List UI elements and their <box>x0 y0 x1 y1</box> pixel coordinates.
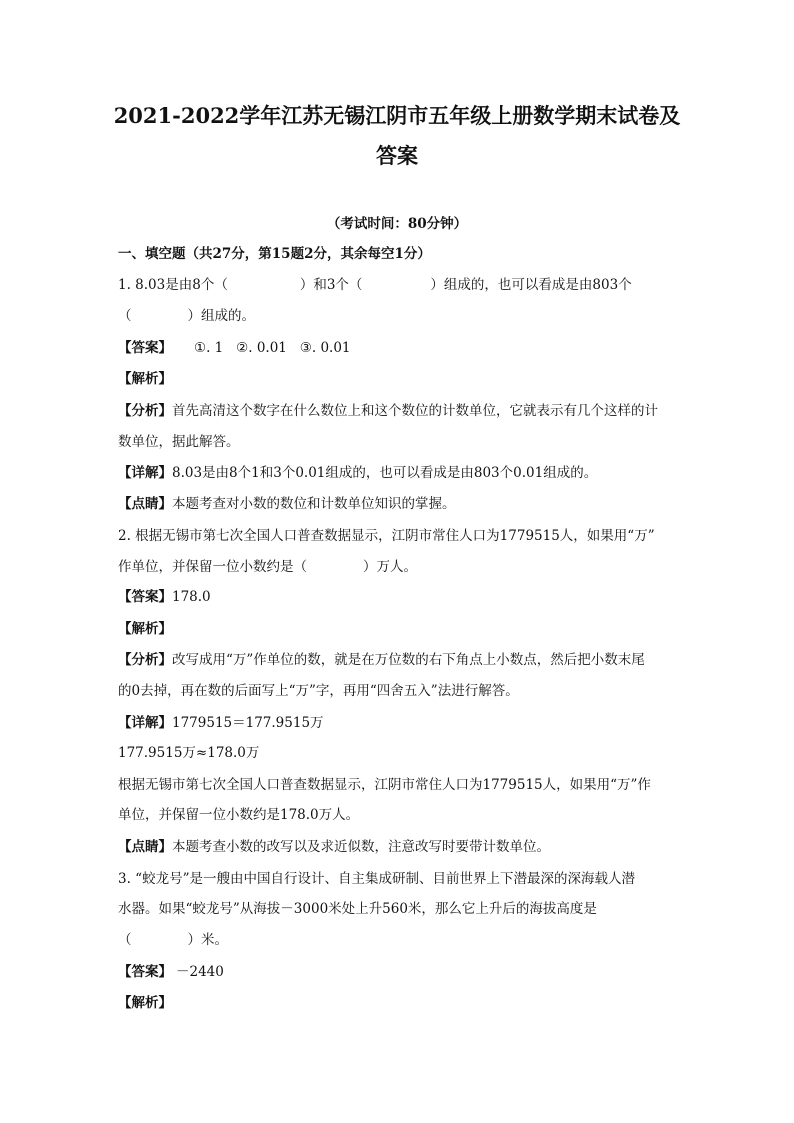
q1-comment-tag: 【点睛】 <box>118 496 172 512</box>
q1-stem-line-1 <box>118 275 684 295</box>
q1-stem-part-b: ）和3个（ <box>299 277 363 293</box>
q1-comment <box>118 494 684 514</box>
q1-stem-part-e: ）组成的。 <box>187 308 255 324</box>
q3-analysis-tag: 【解析】 <box>118 995 172 1011</box>
q2-stem-line-2 <box>118 557 684 577</box>
q3-answer <box>118 962 684 982</box>
q1-stem-part-d: （ <box>118 308 132 324</box>
q2-comment-tag: 【点睛】 <box>118 839 172 855</box>
q2-detail-text-1: 1779515＝177.9515万 <box>172 715 324 731</box>
q1-answer-tag: 【答案】 <box>118 340 172 356</box>
document-title <box>100 96 694 176</box>
title-line-1: 2021-2022学年江苏无锡江阴市五年级上册数学期末试卷及 <box>113 103 681 128</box>
q2-stem-part-c: ）万人。 <box>363 559 417 575</box>
q3-answer-tag: 【答案】 <box>118 964 172 980</box>
q1-answer-text: ①. 1 ②. 0.01 ③. 0.01 <box>194 340 351 356</box>
q2-fenxi-line-1 <box>118 650 684 670</box>
q2-answer-tag: 【答案】 <box>118 589 172 605</box>
section-heading: 一、填空题（共27分，第15题2分，其余每空1分） <box>118 246 431 262</box>
q2-detail-line-1 <box>118 713 684 733</box>
q2-detail-line-3: 根据无锡市第七次全国人口普查数据显示，江阴市常住人口为1779515人，如果用“万”作 <box>118 777 651 793</box>
q1-answer <box>118 338 684 358</box>
q2-detail-line-4: 单位，并保留一位小数约是178.0万人。 <box>118 807 360 823</box>
q3-stem-line-3 <box>118 930 684 950</box>
title-line-2: 答案 <box>376 143 418 168</box>
q2-analysis-tag: 【解析】 <box>118 621 172 637</box>
q2-comment <box>118 837 684 857</box>
q2-detail-line-2: 177.9515万≈178.0万 <box>118 745 260 761</box>
q1-fenxi-line-2: 数单位，据此解答。 <box>118 434 240 450</box>
q1-stem-line-2 <box>118 306 684 326</box>
q1-comment-text: 本题考查对小数的数位和计数单位知识的掌握。 <box>172 496 456 512</box>
q1-fenxi-line-1 <box>118 401 684 421</box>
q1-fenxi-tag: 【分析】 <box>118 403 172 419</box>
q2-detail-tag: 【详解】 <box>118 715 172 731</box>
q1-stem-part-a: 1. 8.03是由8个（ <box>118 277 228 293</box>
q1-stem-part-c: ）组成的，也可以看成是由803个 <box>430 277 632 293</box>
q1-detail-text: 8.03是由8个1和3个0.01组成的，也可以看成是由803个0.01组成的。 <box>172 465 598 481</box>
q1-fenxi-text-1: 首先高清这个数字在什么数位上和这个数位的计数单位，它就表示有几个这样的计 <box>172 403 658 419</box>
q3-stem-line-1: 3. “蛟龙号”是一艘由中国自行设计、自主集成研制、目前世界上下潜最深的深海载人潜 <box>118 871 635 887</box>
q1-detail <box>118 463 684 483</box>
q2-stem-line-1: 2. 根据无锡市第七次全国人口普查数据显示，江阴市常住人口为1779515人，如果用“万” <box>118 528 655 544</box>
q2-fenxi-text-1: 改写成用“万”作单位的数，就是在万位数的右下角点上小数点，然后把小数末尾 <box>172 652 645 668</box>
q2-stem-part-b: 作单位，并保留一位小数约是（ <box>118 559 307 575</box>
q3-answer-text: －2440 <box>176 964 224 980</box>
exam-time: （考试时间：80分钟） <box>326 216 468 232</box>
q2-fenxi-line-2: 的0去掉，再在数的后面写上“万”字，再用“四舍五入”法进行解答。 <box>118 683 519 699</box>
q3-stem-part-c: （ <box>118 932 132 948</box>
q3-stem-part-d: ）米。 <box>187 932 228 948</box>
q2-comment-text: 本题考查小数的改写以及求近似数，注意改写时要带计数单位。 <box>172 839 550 855</box>
q1-detail-tag: 【详解】 <box>118 465 172 481</box>
q1-analysis-tag: 【解析】 <box>118 371 172 387</box>
q2-answer-text: 178.0 <box>172 589 211 605</box>
q2-fenxi-tag: 【分析】 <box>118 652 172 668</box>
q2-answer <box>118 587 684 607</box>
q3-stem-line-2: 水器。如果“蛟龙号”从海拔－3000米处上升560米，那么它上升后的海拔高度是 <box>118 901 597 917</box>
